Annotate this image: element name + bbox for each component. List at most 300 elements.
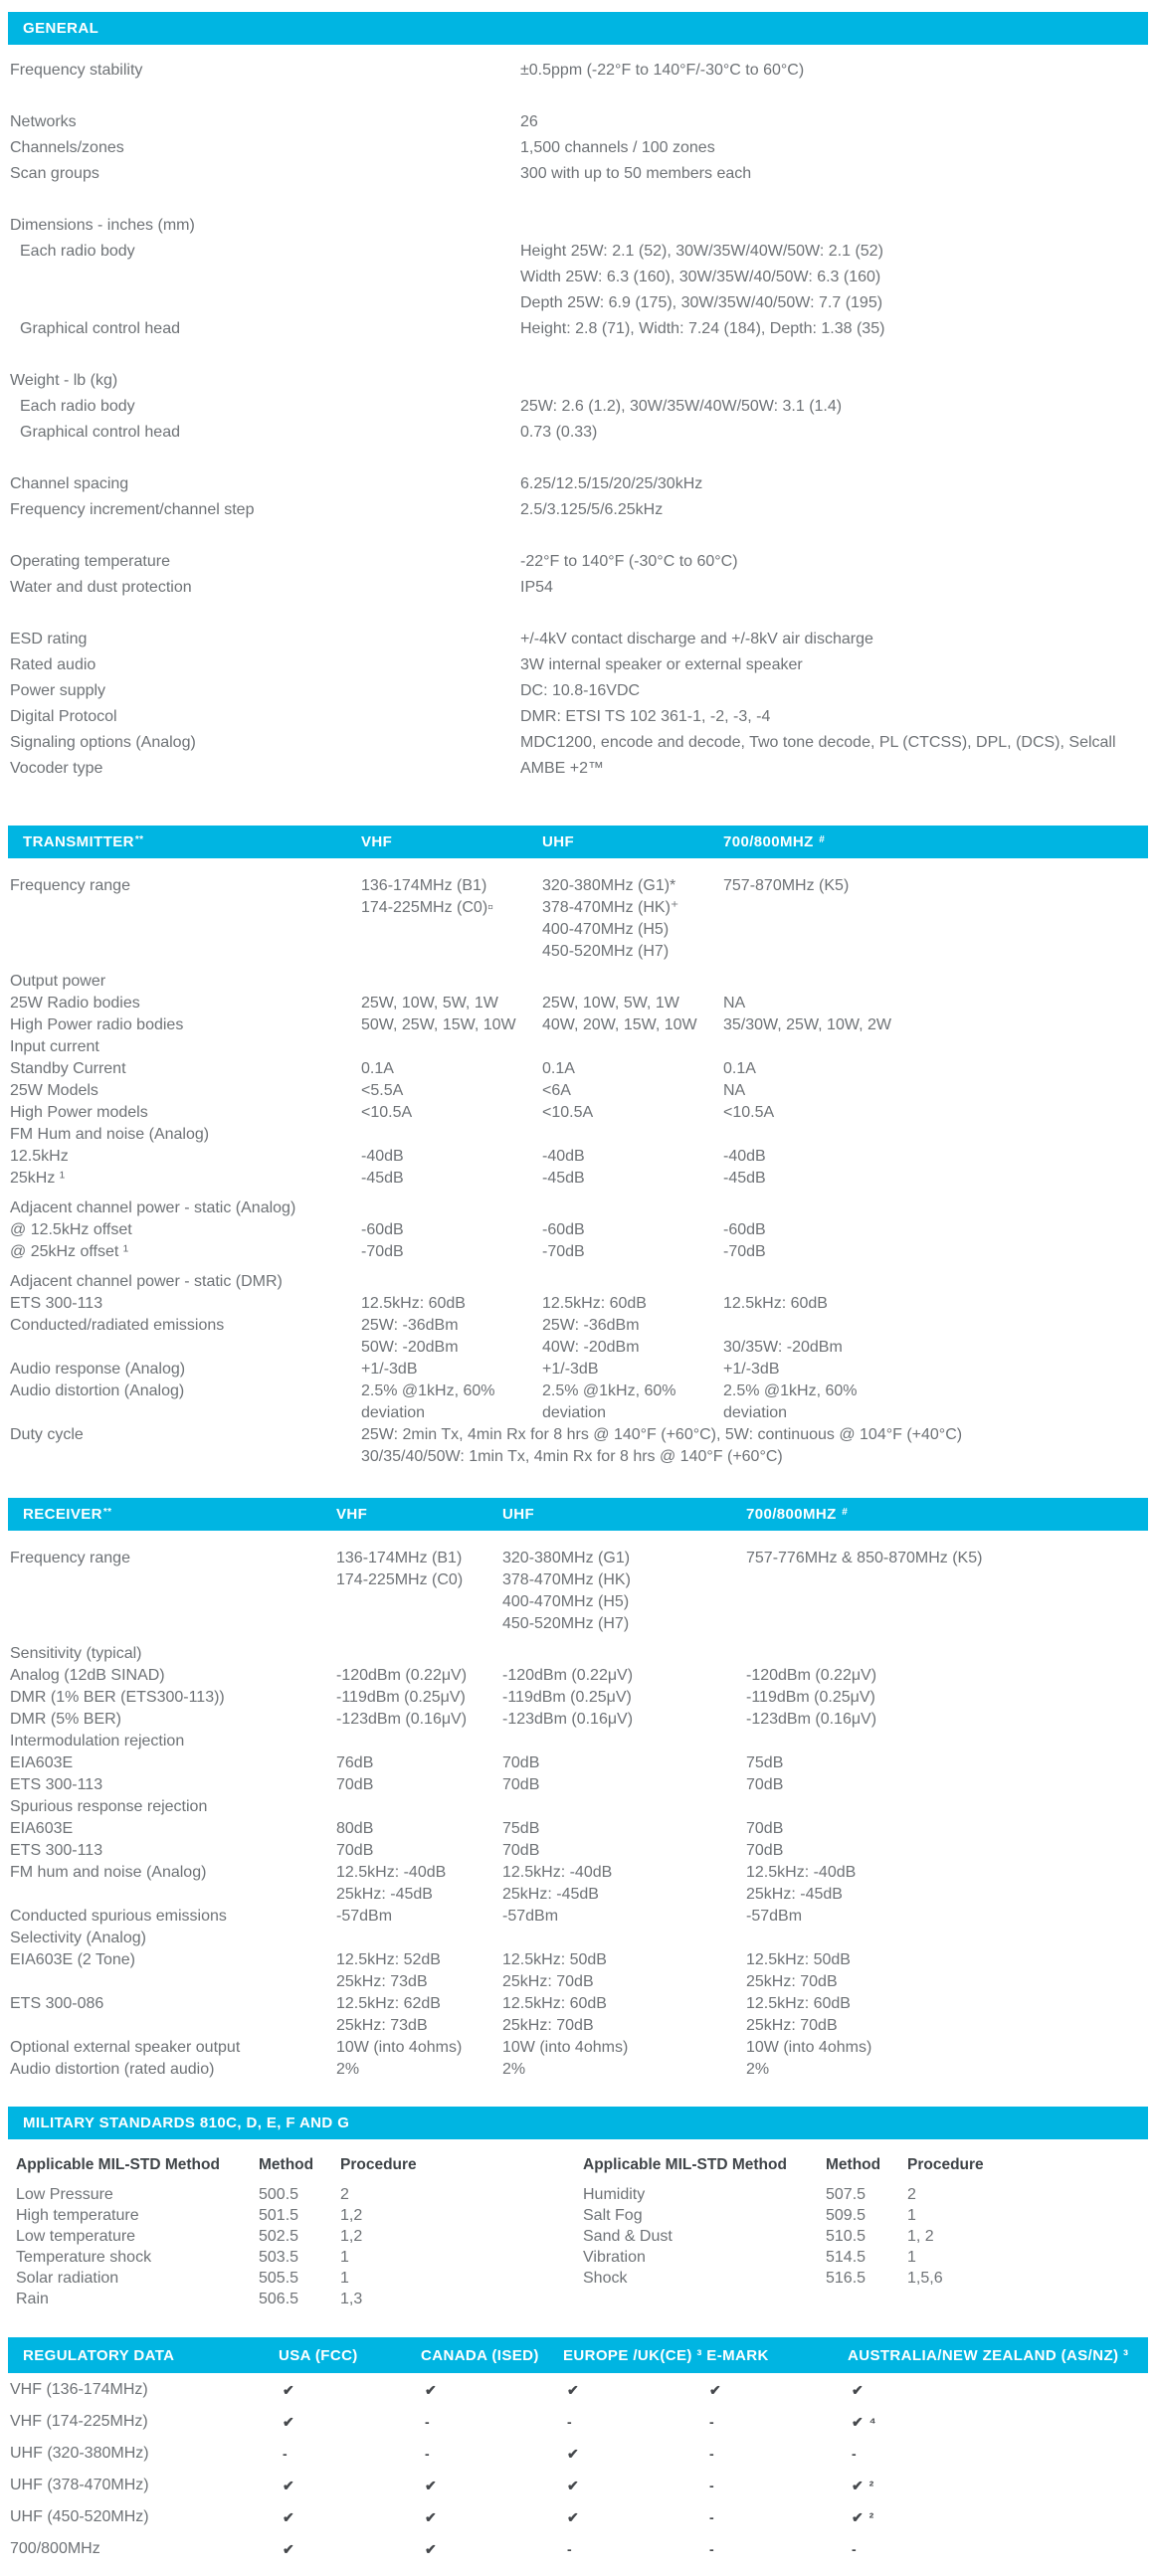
- spec-value-v: [336, 1709, 502, 1731]
- spec-value-m: [746, 1993, 1148, 2037]
- mil-row: [8, 2289, 575, 2309]
- spec-row: [8, 575, 1148, 601]
- spec-value-line: -57dBm: [746, 1908, 803, 1925]
- spec-row: [8, 161, 1148, 187]
- spec-value-u: [542, 993, 723, 1014]
- spec-value-line: -40dB: [361, 1148, 404, 1165]
- dash-mark: -: [425, 2414, 431, 2430]
- spec-value: [520, 652, 1148, 678]
- check-mark: ✔: [283, 2381, 295, 2398]
- spec-value-m: [746, 1774, 1148, 1796]
- section-transmitter: [0, 826, 1156, 1468]
- spec-value-line: <6A: [542, 1082, 571, 1099]
- spec-value-m: [723, 1359, 1148, 1380]
- spec-row: [8, 1315, 1148, 1359]
- section-title: TRANSMITTER**: [23, 833, 144, 850]
- spec-value-line: -22°F to 140°F (-30°C to 60°C): [520, 553, 738, 570]
- spec-value-line: -60dB: [361, 1221, 404, 1238]
- spec-row: [8, 1665, 1148, 1687]
- spec-value-u: [542, 1080, 723, 1102]
- spec-value-line: 25kHz: -45dB: [502, 1886, 599, 1903]
- spec-label: DMR (1% BER (ETS300-113)): [10, 1689, 225, 1706]
- dash-mark: -: [709, 2541, 715, 2557]
- spec-value-v: [336, 1818, 502, 1840]
- spec-row: [8, 1080, 1148, 1102]
- general-header-bar: [8, 12, 1148, 45]
- dash-mark: -: [283, 2446, 289, 2462]
- spec-value-line: deviation: [542, 1404, 607, 1421]
- spec-value-v: [361, 1124, 542, 1146]
- spec-row: [8, 1796, 1148, 1818]
- spec-row: [8, 1271, 1148, 1293]
- group-gap: [0, 523, 1156, 549]
- spec-value-u: [502, 1906, 746, 1928]
- regulatory-band-label: 700/800MHz: [10, 2540, 100, 2557]
- spec-value-line: +1/-3dB: [723, 1361, 780, 1378]
- spec-value-line: <10.5A: [361, 1104, 413, 1121]
- transmitter-header-bar: [8, 826, 1148, 858]
- spec-value: [520, 239, 1148, 316]
- spec-row: [8, 1840, 1148, 1862]
- spec-value-line: -70dB: [542, 1243, 585, 1260]
- column-header-vhf: VHF: [336, 1506, 368, 1523]
- spec-label: EIA603E (2 Tone): [10, 1951, 136, 1968]
- spec-value-line: -45dB: [361, 1170, 404, 1187]
- spec-value-line: 80dB: [336, 1820, 374, 1837]
- spec-value-v: [361, 875, 542, 963]
- spec-value-line: 0.73 (0.33): [520, 424, 598, 441]
- spec-value-line: 136-174MHz (B1): [361, 877, 487, 894]
- mil-row: [575, 2247, 1148, 2268]
- spec-label: Channel spacing: [10, 475, 129, 492]
- regulatory-row: [8, 2381, 1148, 2413]
- spec-value-line: 3W internal speaker or external speaker: [520, 656, 803, 673]
- spec-value-line: 378-470MHz (HK)⁺: [542, 899, 679, 916]
- spec-value-v: [336, 1752, 502, 1774]
- spec-value-line: 0.1A: [542, 1060, 575, 1077]
- mil-procedure-value: 2: [340, 2186, 349, 2203]
- section-title: MILITARY STANDARDS 810C, D, E, F AND G: [23, 2115, 350, 2131]
- mil-procedure-value: 1,2: [340, 2207, 363, 2224]
- spec-label: Frequency stability: [10, 62, 143, 79]
- mil-row: [8, 2268, 575, 2289]
- spec-value-line: 50W: -20dBm: [361, 1339, 459, 1356]
- spec-value-line: 757-870MHz (K5): [723, 877, 850, 894]
- receiver-rows: [0, 1548, 1156, 2081]
- spec-value-line: deviation: [723, 1404, 788, 1421]
- regulatory-band-label: VHF (174-225MHz): [10, 2413, 148, 2430]
- spec-value-line: 450-520MHz (H7): [542, 943, 670, 960]
- spec-value-line: 400-470MHz (H5): [542, 921, 670, 938]
- mil-header-label: Applicable MIL-STD Method: [583, 2156, 787, 2173]
- spec-label: 12.5kHz: [10, 1148, 69, 1165]
- column-header-uhf: UHF: [542, 833, 575, 850]
- spec-value-line: 757-776MHz & 850-870MHz (K5): [746, 1550, 983, 1566]
- spec-row: [8, 58, 1148, 84]
- spec-value-line: <10.5A: [542, 1104, 594, 1121]
- spec-value: [520, 368, 1148, 394]
- spec-value-line: 2.5/3.125/5/6.25kHz: [520, 501, 664, 518]
- spec-value-line: -119dBm (0.25μV): [502, 1689, 632, 1706]
- spec-value-line: -123dBm (0.16μV): [336, 1711, 468, 1728]
- spec-value-u: [502, 1928, 746, 1949]
- spec-value-line: 136-174MHz (B1): [336, 1550, 463, 1566]
- mil-row: [575, 2205, 1148, 2226]
- spec-value-u: [542, 875, 723, 963]
- spec-row: [8, 1862, 1148, 1906]
- spec-row: [8, 1424, 1148, 1468]
- spec-value-line: 2.5% @1kHz, 60%: [723, 1382, 858, 1399]
- column-header-europe-uk-ce-emark: EUROPE /UK(CE) ³ E-MARK: [563, 2346, 769, 2364]
- spec-label: Optional external speaker output: [10, 2039, 241, 2056]
- spec-value-line: 300 with up to 50 members each: [520, 165, 752, 182]
- spec-label: Networks: [10, 113, 77, 130]
- spec-label: @ 12.5kHz offset: [10, 1221, 132, 1238]
- spec-value-line: -45dB: [542, 1170, 585, 1187]
- spec-value-line: 12.5kHz: 62dB: [336, 1995, 441, 2012]
- spec-label: Signaling options (Analog): [10, 734, 196, 751]
- spec-label: EIA603E: [10, 1820, 74, 1837]
- spec-value-line: 26: [520, 113, 538, 130]
- spec-label: Dimensions - inches (mm): [10, 217, 195, 234]
- mil-header-method: Method: [259, 2156, 314, 2173]
- spec-row: [8, 2037, 1148, 2059]
- spec-value-u: [542, 1058, 723, 1080]
- spec-value-line: 174-225MHz (C0): [336, 1571, 464, 1588]
- spec-label: Operating temperature: [10, 553, 170, 570]
- spec-value-v: [336, 1796, 502, 1818]
- regulatory-row: [8, 2477, 1148, 2508]
- spec-value-u: [542, 1241, 723, 1263]
- spec-value-v: [361, 1197, 542, 1219]
- check-mark: ✔: [425, 2508, 438, 2525]
- mil-test-name: Shock: [583, 2270, 628, 2287]
- spec-row: [8, 1731, 1148, 1752]
- spec-value-u: [502, 2059, 746, 2081]
- spec-value-line: 25kHz: -45dB: [746, 1886, 843, 1903]
- spec-value-u: [502, 1548, 746, 1635]
- mil-method-value: 510.5: [826, 2228, 867, 2245]
- spec-value-line: 25W: -36dBm: [542, 1317, 640, 1334]
- spec-row: [8, 1709, 1148, 1731]
- mil-procedure-value: 1: [907, 2207, 916, 2224]
- spec-value-line: 70dB: [746, 1842, 784, 1859]
- check-mark: ✔: [425, 2477, 438, 2493]
- mil-row: [8, 2205, 575, 2226]
- spec-row: [8, 135, 1148, 161]
- spec-value-v: [361, 1315, 542, 1359]
- spec-label: FM Hum and noise (Analog): [10, 1126, 210, 1143]
- group-gap: [0, 446, 1156, 471]
- regulatory-header-bar: [8, 2337, 1148, 2373]
- spec-label: Spurious response rejection: [10, 1798, 208, 1815]
- spec-value-line: 76dB: [336, 1754, 374, 1771]
- spec-value-line: -70dB: [723, 1243, 766, 1260]
- spec-value-line: 2.5% @1kHz, 60%: [542, 1382, 676, 1399]
- spec-row: [8, 394, 1148, 420]
- spec-value-line: -45dB: [723, 1170, 766, 1187]
- spec-value-line: 40W: -20dBm: [542, 1339, 640, 1356]
- regulatory-band-label: UHF (378-470MHz): [10, 2477, 149, 2493]
- spec-value-line: -40dB: [723, 1148, 766, 1165]
- spec-label: Weight - lb (kg): [10, 372, 118, 389]
- spec-row: [8, 1687, 1148, 1709]
- regulatory-band-label: UHF (450-520MHz): [10, 2508, 149, 2525]
- spec-label: Vocoder type: [10, 760, 103, 777]
- spec-value-line: 75dB: [502, 1820, 540, 1837]
- spec-value-m: [746, 2059, 1148, 2081]
- spec-row: [8, 1752, 1148, 1774]
- mil-method-value: 503.5: [259, 2249, 299, 2266]
- spec-row: [8, 1014, 1148, 1036]
- spec-value-u: [542, 1124, 723, 1146]
- military-table-header: [575, 2154, 1148, 2175]
- dash-mark: -: [709, 2414, 715, 2430]
- spec-row: [8, 420, 1148, 446]
- mil-header-method: Method: [826, 2156, 881, 2173]
- spec-row: [8, 1818, 1148, 1840]
- spec-value-line: +/-4kV contact discharge and +/-8kV air discharge: [520, 631, 873, 647]
- mil-header-procedure: Procedure: [340, 2156, 417, 2173]
- spec-value-v: [336, 1993, 502, 2037]
- spec-value-line: 320-380MHz (G1): [502, 1550, 631, 1566]
- dash-mark: -: [709, 2446, 715, 2462]
- spec-value-line: 12.5kHz: -40dB: [502, 1864, 613, 1881]
- spec-value-line: Height 25W: 2.1 (52), 30W/35W/40W/50W: 2.1 (52): [520, 243, 883, 260]
- spec-row: [8, 549, 1148, 575]
- check-mark: ✔: [567, 2508, 580, 2525]
- check-mark: ✔: [567, 2381, 580, 2398]
- dash-mark: -: [567, 2541, 573, 2557]
- spec-value-u: [542, 1014, 723, 1036]
- spec-value-u: [502, 2037, 746, 2059]
- spec-value-u: [542, 1146, 723, 1168]
- mil-test-name: Temperature shock: [16, 2249, 152, 2266]
- spec-value-v: [336, 2059, 502, 2081]
- spec-value-m: [723, 1380, 1148, 1424]
- spec-value-v: [336, 1949, 502, 1993]
- spec-value-line: -119dBm (0.25μV): [746, 1689, 875, 1706]
- spec-value-line: -70dB: [361, 1243, 404, 1260]
- spec-row: [8, 1036, 1148, 1058]
- spec-row: [8, 1906, 1148, 1928]
- spec-value-m: [746, 2037, 1148, 2059]
- regulatory-row: [8, 2540, 1148, 2572]
- spec-value: [520, 394, 1148, 420]
- spec-value-line: -119dBm (0.25μV): [336, 1689, 466, 1706]
- spec-value-v: [336, 1906, 502, 1928]
- spec-value-m: [723, 1102, 1148, 1124]
- section-title: REGULATORY DATA: [23, 2346, 175, 2364]
- spec-row: [8, 239, 1148, 316]
- group-gap: [0, 84, 1156, 109]
- mil-procedure-value: 1,2: [340, 2228, 363, 2245]
- regulatory-band-label: VHF (136-174MHz): [10, 2381, 148, 2398]
- column-header-usa-fcc: USA (FCC): [279, 2346, 358, 2364]
- dash-mark: -: [852, 2541, 858, 2557]
- spec-value-line: Height: 2.8 (71), Width: 7.24 (184), Depth: 1.38 (35): [520, 320, 885, 337]
- spec-label: Duty cycle: [10, 1426, 84, 1443]
- spec-value-u: [502, 1687, 746, 1709]
- spec-value-line: 320-380MHz (G1)*: [542, 877, 676, 894]
- spec-value-line: 12.5kHz: 60dB: [542, 1295, 647, 1312]
- spec-label: Input current: [10, 1038, 99, 1055]
- spec-value: [520, 704, 1148, 730]
- spec-label: ETS 300-113: [10, 1842, 103, 1859]
- spec-row: [8, 1241, 1148, 1263]
- spec-value-v: [361, 1036, 542, 1058]
- check-mark: ✔: [283, 2477, 295, 2493]
- spec-value-v: [336, 1774, 502, 1796]
- spec-value-m: [723, 1058, 1148, 1080]
- spec-value-v: [361, 1359, 542, 1380]
- spec-value-line: MDC1200, encode and decode, Two tone decode, PL (CTCSS), DPL, (DCS), Selcall: [520, 734, 1116, 751]
- spec-value-m: [746, 1818, 1148, 1840]
- spec-value-line: 378-470MHz (HK): [502, 1571, 631, 1588]
- spec-value-u: [502, 1993, 746, 2037]
- military-tables: [8, 2139, 1148, 2309]
- spec-value-line: 450-520MHz (H7): [502, 1615, 630, 1632]
- spec-value-line: 12.5kHz: 52dB: [336, 1951, 441, 1968]
- spec-row: [8, 471, 1148, 497]
- spec-value-v: [336, 1928, 502, 1949]
- spec-value-line: deviation: [361, 1404, 426, 1421]
- spec-value-m: [746, 1796, 1148, 1818]
- spec-value-line: 0.1A: [361, 1060, 394, 1077]
- spec-label: ETS 300-113: [10, 1776, 103, 1793]
- spec-value-v: [361, 1146, 542, 1168]
- spec-value: [520, 58, 1148, 84]
- dash-mark: -: [709, 2509, 715, 2525]
- section-military: [0, 2107, 1156, 2309]
- spec-label: 25kHz ¹: [10, 1170, 66, 1187]
- spec-value-span: [361, 1424, 1148, 1468]
- military-table-left: [8, 2139, 575, 2309]
- spec-value-v: [361, 1271, 542, 1293]
- spec-value-m: [723, 1168, 1148, 1190]
- regulatory-rows: [0, 2381, 1156, 2572]
- spec-value-u: [502, 1818, 746, 1840]
- spec-value-m: [723, 1146, 1148, 1168]
- section-title: GENERAL: [23, 20, 99, 37]
- spec-value-line: 70dB: [502, 1776, 540, 1793]
- spec-label: Channels/zones: [10, 139, 124, 156]
- spec-value-m: [723, 1124, 1148, 1146]
- spec-label: Selectivity (Analog): [10, 1930, 146, 1946]
- spec-label: Adjacent channel power - static (Analog): [10, 1199, 296, 1216]
- military-table-header: [8, 2154, 575, 2175]
- spec-value-v: [336, 1665, 502, 1687]
- spec-value-v: [361, 1241, 542, 1263]
- spec-value-m: [746, 1709, 1148, 1731]
- spec-value-v: [361, 1080, 542, 1102]
- dash-mark: -: [709, 2478, 715, 2493]
- group-gap: [0, 601, 1156, 627]
- spec-value-line: 25W, 10W, 5W, 1W: [361, 995, 498, 1012]
- mil-procedure-value: 1: [340, 2249, 349, 2266]
- spec-row: [8, 1548, 1148, 1635]
- spec-value-u: [542, 1271, 723, 1293]
- check-mark: ✔: [709, 2381, 722, 2398]
- spec-label: Each radio body: [20, 398, 135, 415]
- spec-value-u: [542, 1168, 723, 1190]
- spec-value-v: [336, 1840, 502, 1862]
- spec-row: [8, 652, 1148, 678]
- spec-value-m: [746, 1731, 1148, 1752]
- mil-test-name: Solar radiation: [16, 2270, 119, 2287]
- spec-row: [8, 109, 1148, 135]
- spec-value-line: 25kHz: 70dB: [502, 1973, 594, 1990]
- spec-label: Audio distortion (Analog): [10, 1382, 185, 1399]
- spec-value-v: [361, 1219, 542, 1241]
- spec-value-m: [746, 1643, 1148, 1665]
- spec-value-line: <5.5A: [361, 1082, 404, 1099]
- spec-value: [520, 161, 1148, 187]
- check-mark: ✔ ²: [852, 2477, 875, 2493]
- check-mark: ✔: [567, 2445, 580, 2462]
- spec-value-line: 6.25/12.5/15/20/25/30kHz: [520, 475, 703, 492]
- mil-test-name: Low temperature: [16, 2228, 136, 2245]
- spec-row: [8, 213, 1148, 239]
- spec-value-line: 70dB: [746, 1776, 784, 1793]
- spec-label: Audio response (Analog): [10, 1361, 186, 1378]
- spec-value-line: 12.5kHz: -40dB: [746, 1864, 857, 1881]
- spec-label: DMR (5% BER): [10, 1711, 122, 1728]
- regulatory-row: [8, 2445, 1148, 2477]
- spec-value-line: 10W (into 4ohms): [746, 2039, 872, 2056]
- spec-value-v: [361, 993, 542, 1014]
- group-gap: [0, 342, 1156, 368]
- spec-value: [520, 109, 1148, 135]
- spec-value-line: 25W, 10W, 5W, 1W: [542, 995, 679, 1012]
- spec-value-u: [502, 1862, 746, 1906]
- spec-label: FM hum and noise (Analog): [10, 1864, 207, 1881]
- footnote-marker: **: [134, 834, 144, 845]
- spec-value-m: [723, 1197, 1148, 1219]
- spec-value-line: 25W: -36dBm: [361, 1317, 459, 1334]
- spec-value-u: [542, 1197, 723, 1219]
- mil-method-value: 516.5: [826, 2270, 867, 2287]
- mil-test-name: Humidity: [583, 2186, 646, 2203]
- spec-row: [8, 497, 1148, 523]
- spec-label: Graphical control head: [20, 424, 180, 441]
- spec-value-line: 70dB: [336, 1776, 374, 1793]
- spec-value-m: [723, 1014, 1148, 1036]
- mil-test-name: Vibration: [583, 2249, 646, 2266]
- spec-value-line: 0.1A: [723, 1060, 756, 1077]
- spec-value-line: 12.5kHz: 50dB: [502, 1951, 607, 1968]
- spec-row: [8, 2059, 1148, 2081]
- spec-label: High Power radio bodies: [10, 1016, 184, 1033]
- spec-value-m: [746, 1906, 1148, 1928]
- spec-value-m: [746, 1949, 1148, 1993]
- section-receiver: [0, 1498, 1156, 2081]
- spec-value-m: [723, 1219, 1148, 1241]
- mil-method-value: 506.5: [259, 2291, 299, 2307]
- spec-value-u: [542, 1102, 723, 1124]
- spec-value-m: [723, 971, 1148, 993]
- mil-method-value: 514.5: [826, 2249, 867, 2266]
- spec-value: [520, 316, 1148, 342]
- spec-value-line: 12.5kHz: 60dB: [746, 1995, 851, 2012]
- mil-method-value: 500.5: [259, 2186, 299, 2203]
- check-mark: ✔: [283, 2413, 295, 2430]
- spec-value-line: -120dBm (0.22μV): [336, 1667, 468, 1684]
- mil-row: [575, 2184, 1148, 2205]
- spec-value-line: -60dB: [542, 1221, 585, 1238]
- spec-value-v: [361, 1168, 542, 1190]
- spec-label: Rated audio: [10, 656, 96, 673]
